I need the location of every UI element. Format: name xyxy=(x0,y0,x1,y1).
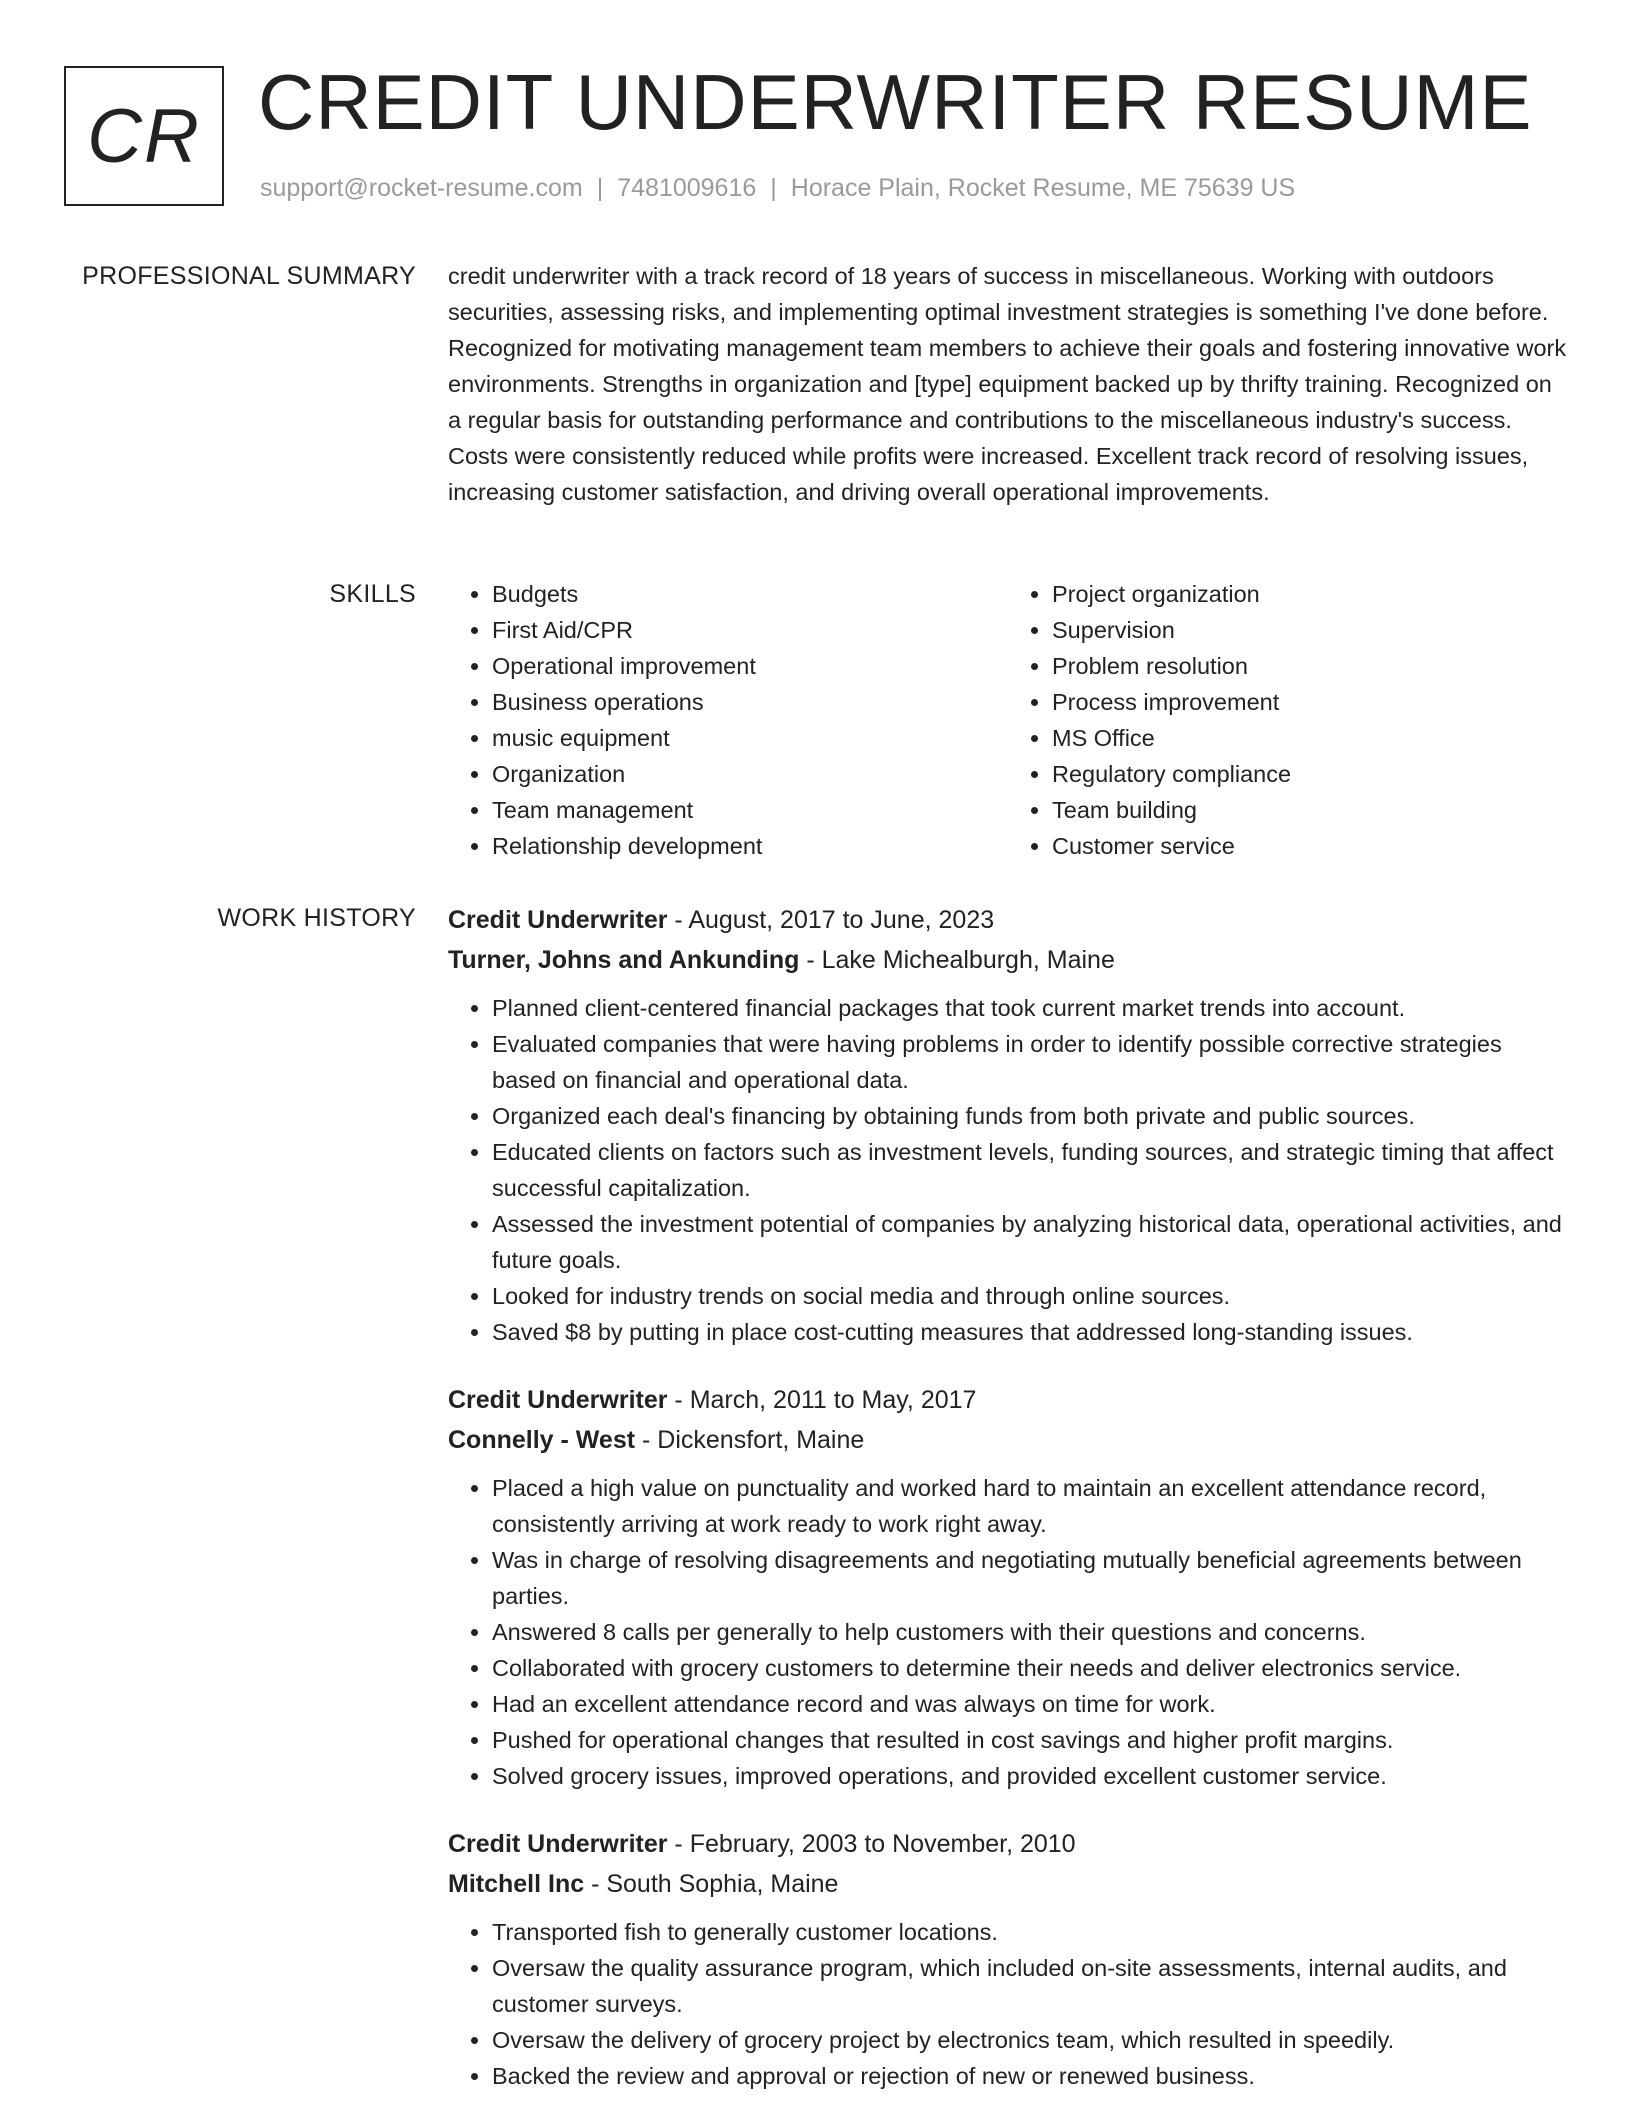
work-history-body xyxy=(448,900,1568,2124)
job-bullet: • Planned client-centered financial packages that took current market trends into account. xyxy=(492,990,1568,1026)
job-location: - South Sophia, Maine xyxy=(584,1870,839,1898)
skill-item: • Relationship development xyxy=(492,828,1008,864)
job-company: Mitchell Inc xyxy=(448,1870,585,1898)
job-entry xyxy=(448,1380,1568,1794)
job-bullet: • Evaluated companies that were having problems in order to identify possible corrective strategies based on financial and operational data. xyxy=(492,1026,1568,1098)
skill-item: • Team management xyxy=(492,792,1008,828)
job-bullet: • Looked for industry trends on social media and through online sources. xyxy=(492,1278,1568,1314)
work-history-label: WORK HISTORY xyxy=(217,904,416,932)
page-title: CREDIT UNDERWRITER RESUME xyxy=(258,58,1533,146)
summary-label: PROFESSIONAL SUMMARY xyxy=(82,262,416,290)
job-title-line xyxy=(448,1380,1568,1420)
job-bullets xyxy=(448,990,1568,1350)
skill-item: • music equipment xyxy=(492,720,1008,756)
job-bullet: • Transported fish to generally customer locations. xyxy=(492,1914,1568,1950)
job-bullet: • Oversaw the quality assurance program, which included on-site assessments, internal audits, and customer surveys. xyxy=(492,1950,1568,2022)
job-title: Credit Underwriter xyxy=(448,1830,668,1858)
job-bullet: • Answered 8 calls per generally to help customers with their questions and concerns. xyxy=(492,1614,1568,1650)
job-bullet: • Backed the review and approval or rejection of new or renewed business. xyxy=(492,2058,1568,2094)
job-bullet: • Saved $8 by putting in place cost-cutting measures that addressed long-standing issues. xyxy=(492,1314,1568,1350)
skill-item: • Process improvement xyxy=(1052,684,1568,720)
skill-item: • Organization xyxy=(492,756,1008,792)
skill-item: • Project organization xyxy=(1052,576,1568,612)
job-title-line xyxy=(448,900,1568,940)
job-bullet: • Oversaw the delivery of grocery project by electronics team, which resulted in speedily. xyxy=(492,2022,1568,2058)
summary-body xyxy=(448,258,1568,510)
job-bullets xyxy=(448,1470,1568,1794)
skills-body xyxy=(448,576,1568,864)
job-dates: - March, 2011 to May, 2017 xyxy=(667,1386,977,1414)
job-location: - Dickensfort, Maine xyxy=(635,1426,865,1454)
email-text: support@rocket-resume.com xyxy=(260,174,583,202)
contact-line xyxy=(260,174,1295,203)
skill-item: • Problem resolution xyxy=(1052,648,1568,684)
job-bullet: • Assessed the investment potential of companies by analyzing historical data, operational activities, and future goals. xyxy=(492,1206,1568,1278)
job-company-line xyxy=(448,1420,1568,1460)
address-text: Horace Plain, Rocket Resume, ME 75639 US xyxy=(790,174,1296,202)
skill-item: • Supervision xyxy=(1052,612,1568,648)
job-bullet: • Had an excellent attendance record and was always on time for work. xyxy=(492,1686,1568,1722)
skill-item: • Team building xyxy=(1052,792,1568,828)
job-dates: - February, 2003 to November, 2010 xyxy=(667,1830,1076,1858)
job-entry xyxy=(448,900,1568,1350)
job-title: Credit Underwriter xyxy=(448,906,668,934)
job-bullet: • Organized each deal's financing by obtaining funds from both private and public sources. xyxy=(492,1098,1568,1134)
skill-item: • Budgets xyxy=(492,576,1008,612)
summary-text: credit underwriter with a track record of 18 years of success in miscellaneous. Working with outdoors securities, assessing risks, and implementing optimal investment strategies is something I've done before. Recognized for motivating management team members to achieve their goals and fostering innovative work environments. Strengths in organization and [type] equipment backed up by thrifty training. Recognized on a regular basis for outstanding performance and contributions to the miscellaneous industry's success. Costs were consistently reduced while profits were increased. Excellent track record of resolving issues, increasing customer satisfaction, and driving overall operational improvements. xyxy=(448,263,1567,505)
skills-list-right xyxy=(1008,576,1568,864)
job-bullet: • Solved grocery issues, improved operations, and provided excellent customer service. xyxy=(492,1758,1568,1794)
skills-label: SKILLS xyxy=(329,580,416,608)
job-company-line xyxy=(448,940,1568,980)
job-bullet: • Placed a high value on punctuality and worked hard to maintain an excellent attendance record, consistently arriving at work ready to work right away. xyxy=(492,1470,1568,1542)
phone-text: 7481009616 xyxy=(617,174,757,202)
skill-item: • Regulatory compliance xyxy=(1052,756,1568,792)
skills-list-left xyxy=(448,576,1008,864)
skill-item: • Operational improvement xyxy=(492,648,1008,684)
monogram-logo: CR xyxy=(64,66,224,206)
separator: | xyxy=(770,174,777,202)
job-title: Credit Underwriter xyxy=(448,1386,668,1414)
skill-item: • Business operations xyxy=(492,684,1008,720)
job-company-line xyxy=(448,1864,1568,1904)
separator: | xyxy=(596,174,604,202)
job-dates: - August, 2017 to June, 2023 xyxy=(667,906,995,934)
job-entry xyxy=(448,1824,1568,2094)
job-company: Connelly - West xyxy=(448,1426,636,1454)
job-bullet: • Was in charge of resolving disagreements and negotiating mutually beneficial agreements between parties. xyxy=(492,1542,1568,1614)
skill-item: • First Aid/CPR xyxy=(492,612,1008,648)
job-company: Turner, Johns and Ankunding xyxy=(448,946,800,974)
job-bullets xyxy=(448,1914,1568,2094)
skill-item: • MS Office xyxy=(1052,720,1568,756)
skill-item: • Customer service xyxy=(1052,828,1568,864)
job-title-line xyxy=(448,1824,1568,1864)
job-bullet: • Pushed for operational changes that resulted in cost savings and higher profit margins. xyxy=(492,1722,1568,1758)
job-bullet: • Educated clients on factors such as investment levels, funding sources, and strategic timing that affect successful capitalization. xyxy=(492,1134,1568,1206)
job-bullet: • Collaborated with grocery customers to determine their needs and deliver electronics service. xyxy=(492,1650,1568,1686)
job-location: - Lake Michealburgh, Maine xyxy=(799,946,1115,974)
